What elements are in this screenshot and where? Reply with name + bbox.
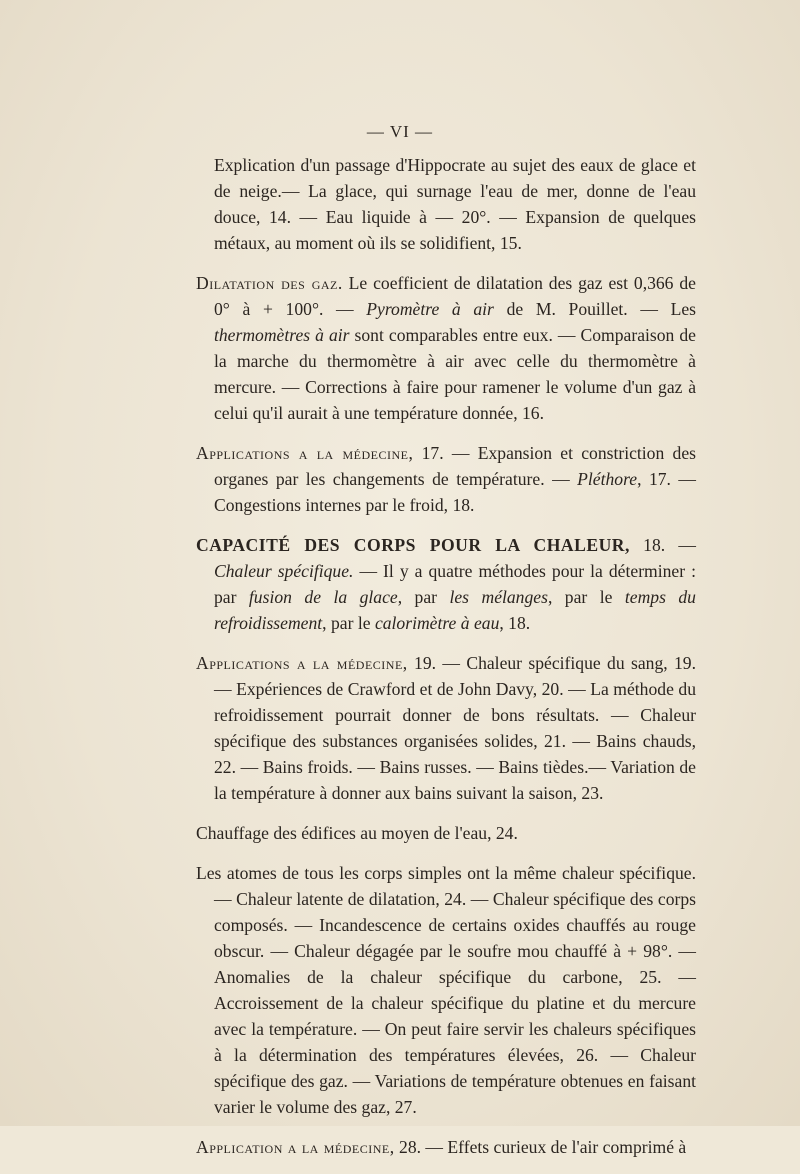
- paragraph-chauffage: Chauffage des édifices au moyen de l'eau, 24.: [196, 823, 518, 843]
- italic-term: Chaleur spécifique.: [214, 561, 354, 581]
- paragraph-text: de M. Pouillet. — Les: [493, 299, 696, 319]
- paragraph-text: , par: [397, 587, 450, 607]
- paragraph-text: 28. — Effets curieux de l'air comprimé à: [394, 1137, 687, 1157]
- paragraph-applications-19: [196, 650, 696, 806]
- paragraph-text: Le coefficient de dilatation des gaz est 0,366 de 0° à + 100°. —: [214, 273, 696, 319]
- italic-term: temps du refroidissement: [214, 587, 696, 633]
- paragraph-text: 17. — Expansion et constriction des organes par les changements de température. —: [214, 443, 696, 489]
- paragraph-text: 18. —: [629, 535, 696, 555]
- paragraph-applications-17: [196, 440, 696, 518]
- section-heading: Dilatation des gaz.: [196, 273, 343, 293]
- paragraph-hippocrate: Explication d'un passage d'Hippocrate au sujet des eaux de glace et de neige.— La glace, qui surnage l'eau de mer, donne de l'eau douce, 14. — Eau liquide à — 20°. — Expansion de quelques métaux, au moment où ils se solidifient, 15.: [214, 155, 696, 253]
- italic-term: Pléthore: [577, 469, 638, 489]
- italic-term: thermomètres à air: [214, 325, 350, 345]
- paragraph-text: , 17. — Congestions internes par le froid, 18.: [214, 469, 696, 515]
- section-heading: CAPACITÉ DES CORPS POUR LA CHALEUR,: [196, 535, 630, 555]
- paragraph-text: 19. — Chaleur spécifique du sang, 19. — Expériences de Crawford et de John Davy, 20. — La méthode du refroidissement pourrait donner de bons résultats. — Chaleur spécifique des substances organisées solides, 21. — Bains chauds, 22. — Bains froids. — Bains russes. — Bains tièdes.— Variation de la température à donner aux bains suivant la saison, 23.: [214, 653, 696, 803]
- italic-term: les mélanges: [449, 587, 548, 607]
- section-heading: Application a la médecine,: [196, 1137, 395, 1157]
- paragraph-text: , par le: [547, 587, 625, 607]
- table-of-contents-text: [196, 152, 696, 1174]
- paragraph-dilatation-des-gaz: [196, 270, 696, 426]
- paragraph-atomes: Les atomes de tous les corps simples ont la même chaleur spécifique. — Chaleur latente de dilatation, 24. — Chaleur spécifique des corps composés. — Incandescence de certains oxides chauffés au rouge obscur. — Chaleur dégagée par le soufre mou chauffé à + 98°. — Anomalies de la chaleur spécifique du carbone, 25. — Accroissement de la chaleur spécifique du platine et du mercure avec la température. — On peut faire servir les chaleurs spécifiques à la détermination des températures élevées, 26. — Chaleur spécifique des gaz. — Variations de température obtenues en faisant varier le volume des gaz, 27.: [196, 863, 696, 1117]
- section-heading: Applications a la médecine,: [196, 443, 414, 463]
- italic-term: Pyromètre à air: [366, 299, 494, 319]
- italic-term: fusion de la glace: [248, 587, 398, 607]
- paragraph-text: , par le: [322, 613, 375, 633]
- paragraph-text: , 18.: [499, 613, 531, 633]
- paragraph-capacite-chaleur: [196, 532, 696, 636]
- paragraph-text: — Il y a quatre méthodes pour la déterminer : par: [214, 561, 696, 607]
- italic-term: calorimètre à eau: [374, 613, 500, 633]
- page-number: — VI —: [366, 122, 434, 141]
- section-heading: Applications a la médecine,: [196, 653, 408, 673]
- paragraph-application-28: [196, 1134, 696, 1160]
- paragraph-text: sont comparables entre eux. — Comparaison de la marche du thermomètre à air avec celle du thermomètre à mercure. — Corrections à faire pour ramener le volume d'un gaz à celui qu'il aurait à une température donnée, 16.: [214, 325, 696, 423]
